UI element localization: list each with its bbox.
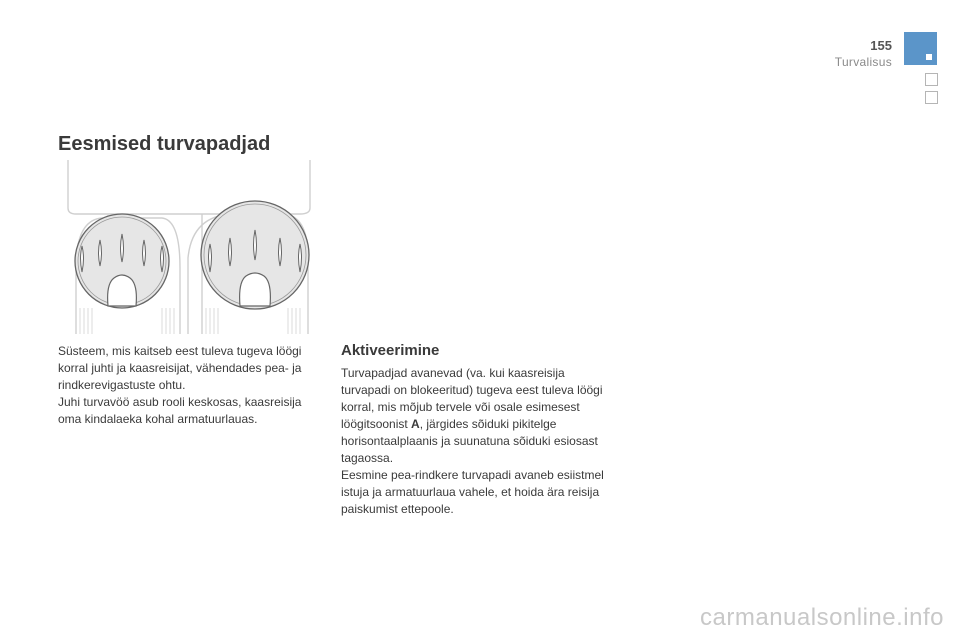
section-name: Turvalisus	[834, 55, 892, 69]
activation-text-part-b: , järgides sõiduki pikitelge horisontaalplaanis ja suunatuna sõiduki esiosast tagaossa.	[341, 417, 598, 465]
chapter-tab-active[interactable]	[904, 32, 937, 65]
chapter-tab-2[interactable]	[925, 73, 938, 86]
activation-text	[341, 365, 611, 518]
zone-label: A	[411, 417, 420, 431]
watermark: carmanualsonline.info	[700, 604, 944, 631]
activation-heading: Aktiveerimine	[341, 342, 440, 359]
square-icon	[926, 54, 932, 60]
activation-text-part-a: Turvapadjad avanevad (va. kui kaasreisija turvapadi on blokeeritud) tugeva eest tuleva löögi korral, mis mõjub tervele või osale esimesest löögitsoonist	[341, 366, 603, 431]
page-number: 155	[870, 38, 892, 53]
chapter-tab-3[interactable]	[925, 91, 938, 104]
airbag-illustration	[62, 158, 314, 334]
intro-text	[58, 343, 314, 428]
activation-paragraph-1	[341, 365, 611, 467]
activation-paragraph-2: Eesmine pea-rindkere turvapadi avaneb esiistmel istuja ja armatuurlaua vahele, et hoida ära reisija paiskumist ettepoole.	[341, 468, 604, 516]
intro-paragraph-1: Süsteem, mis kaitseb eest tuleva tugeva löögi korral juhti ja kaasreisijat, vähendades pea- ja rindkerevigastuste ohtu.	[58, 344, 302, 392]
intro-paragraph-2: Juhi turvavöö asub rooli keskosas, kaasreisija oma kindalaeka kohal armatuurlauas.	[58, 395, 302, 426]
page-title: Eesmised turvapadjad	[58, 133, 271, 155]
